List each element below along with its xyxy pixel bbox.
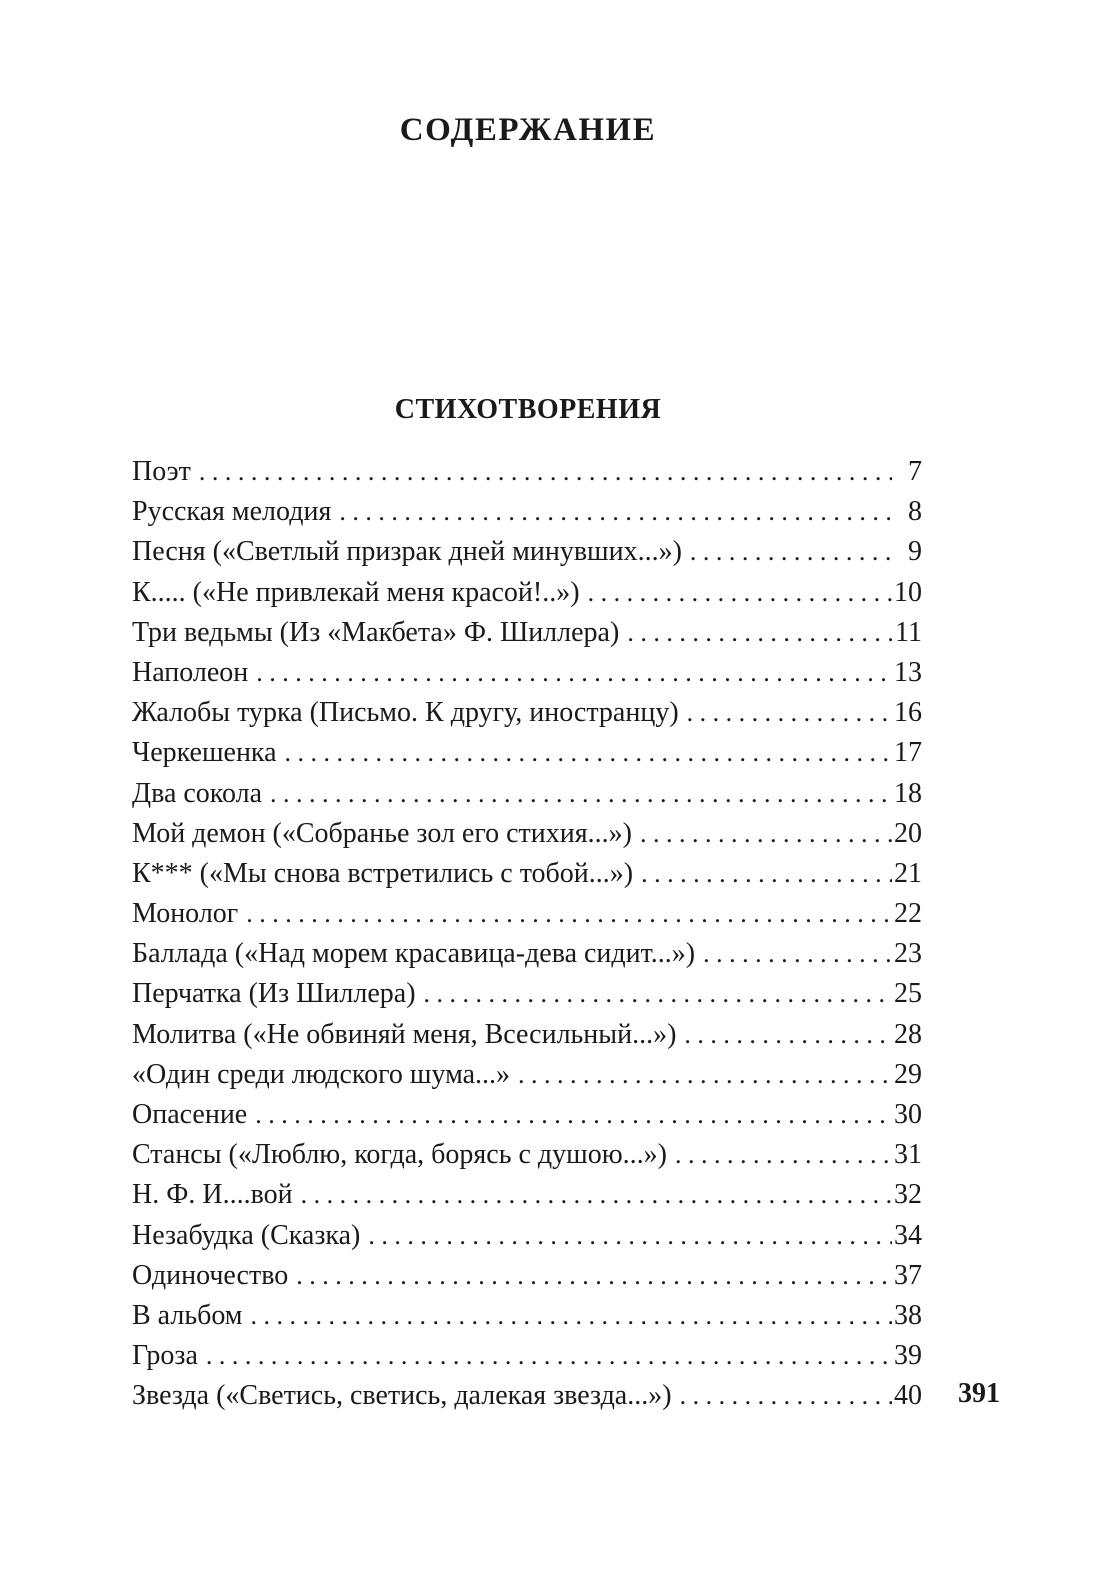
toc-entry-page: 21 <box>894 857 922 889</box>
toc-entry-page: 11 <box>895 616 922 648</box>
toc-entry-page: 8 <box>908 496 922 528</box>
toc-entry <box>132 1376 922 1416</box>
toc-entry <box>132 452 922 492</box>
toc-entry-page: 30 <box>894 1099 922 1130</box>
toc-entry <box>132 653 922 693</box>
toc-entry <box>132 774 922 814</box>
toc-entry-page: 23 <box>894 938 922 970</box>
toc-entry-title: Жалобы турка (Письмо. К другу, иностранцу) <box>132 697 679 729</box>
toc-entry-page: 40 <box>894 1380 922 1412</box>
toc-entry <box>132 854 922 894</box>
toc-entry-title: Н. Ф. И....вой <box>132 1179 293 1211</box>
toc-entry <box>132 1015 922 1055</box>
dot-leader <box>251 1296 892 1336</box>
dot-leader <box>641 854 892 894</box>
toc-entry-title: К..... («Не привлекай меня красой!..») <box>132 576 580 608</box>
toc-entry <box>132 693 922 733</box>
dot-leader <box>424 974 892 1014</box>
toc-entry-page: 13 <box>894 656 922 688</box>
dot-leader <box>339 492 892 532</box>
dot-leader <box>285 733 892 773</box>
toc-entry-page: 20 <box>894 817 922 849</box>
toc-entry-title: Поэт <box>132 456 191 487</box>
dot-leader <box>675 1135 892 1175</box>
toc-entry-page: 32 <box>894 1179 922 1211</box>
toc-entry <box>132 1095 922 1135</box>
toc-entry <box>132 1336 922 1376</box>
section-title: СТИХОТВОРЕНИЯ <box>394 394 662 425</box>
dot-leader <box>680 1376 892 1416</box>
toc-entry-page: 22 <box>894 898 922 930</box>
dot-leader <box>640 814 892 854</box>
toc-entry-title: Наполеон <box>132 656 249 688</box>
toc-entry-title: Опасение <box>132 1099 248 1130</box>
toc-entry-title: Одиночество <box>132 1259 289 1291</box>
dot-leader <box>684 1015 892 1055</box>
dot-leader <box>588 573 892 613</box>
toc-entry-title: Звезда («Светись, светись, далекая звезда...») <box>132 1380 672 1412</box>
toc-entry <box>132 974 922 1014</box>
toc-entry-page: 17 <box>894 737 922 769</box>
dot-leader <box>256 653 892 693</box>
toc-entry <box>132 613 922 653</box>
toc-entry-title: Мой демон («Собранье зол его стихия...») <box>132 817 632 849</box>
toc-entry-title: В альбом <box>132 1299 243 1331</box>
toc-entry-page: 16 <box>894 697 922 729</box>
toc-entry-page: 38 <box>894 1299 922 1331</box>
toc-entry-title: Незабудка (Сказка) <box>132 1219 361 1251</box>
dot-leader <box>518 1055 892 1095</box>
toc-entry-title: Баллада («Над морем красавица-дева сидит...») <box>132 938 696 970</box>
toc-entry-page: 29 <box>894 1058 922 1090</box>
toc-entry <box>132 1175 922 1215</box>
toc-entry-title: «Один среди людского шума...» <box>132 1058 511 1090</box>
dot-leader <box>301 1175 892 1215</box>
toc-entry-title: Два сокола <box>132 777 263 809</box>
toc-entry-page: 37 <box>894 1259 922 1291</box>
toc-entry-page: 18 <box>894 777 922 809</box>
toc-entry <box>132 1296 922 1336</box>
table-of-contents <box>132 452 922 1417</box>
dot-leader <box>246 894 892 934</box>
toc-entry-title: Стансы («Люблю, когда, борясь с душою...») <box>132 1139 667 1171</box>
dot-leader <box>703 934 892 974</box>
toc-entry <box>132 814 922 854</box>
toc-entry <box>132 733 922 773</box>
dot-leader <box>690 532 892 572</box>
toc-entry <box>132 1256 922 1296</box>
dot-leader <box>270 774 892 814</box>
toc-entry <box>132 532 922 572</box>
toc-entry-title: Гроза <box>132 1340 198 1372</box>
dot-leader <box>687 693 892 733</box>
toc-entry-title: Молитва («Не обвиняй меня, Всесильный...») <box>132 1018 677 1050</box>
toc-entry <box>132 934 922 974</box>
toc-entry-page: 7 <box>908 456 922 487</box>
dot-leader <box>255 1095 892 1135</box>
toc-entry-page: 28 <box>894 1018 922 1050</box>
toc-entry <box>132 1216 922 1256</box>
toc-entry-title: Перчатка (Из Шиллера) <box>132 978 416 1010</box>
toc-entry-page: 31 <box>894 1139 922 1171</box>
toc-entry-page: 34 <box>894 1219 922 1251</box>
toc-entry-page: 10 <box>894 576 922 608</box>
page-number: 391 <box>958 1378 1000 1409</box>
dot-leader <box>199 452 892 492</box>
dot-leader <box>296 1256 892 1296</box>
toc-entry-title: Черкешенка <box>132 737 277 769</box>
dot-leader <box>206 1336 892 1376</box>
toc-entry <box>132 492 922 532</box>
dot-leader <box>627 613 892 653</box>
toc-entry-page: 25 <box>894 978 922 1010</box>
toc-entry <box>132 894 922 934</box>
toc-entry-title: Монолог <box>132 898 239 930</box>
dot-leader <box>368 1216 892 1256</box>
page-title: СОДЕРЖАНИЕ <box>399 112 657 148</box>
toc-entry-title: Песня («Светлый призрак дней минувших...») <box>132 536 682 568</box>
toc-entry <box>132 573 922 613</box>
toc-entry-title: Русская мелодия <box>132 496 332 528</box>
toc-entry-title: Три ведьмы (Из «Макбета» Ф. Шиллера) <box>132 616 620 648</box>
toc-entry <box>132 1055 922 1095</box>
toc-entry-page: 9 <box>908 536 922 568</box>
toc-entry-page: 39 <box>894 1340 922 1372</box>
toc-entry <box>132 1135 922 1175</box>
toc-entry-title: К*** («Мы снова встретились с тобой...») <box>132 857 634 889</box>
